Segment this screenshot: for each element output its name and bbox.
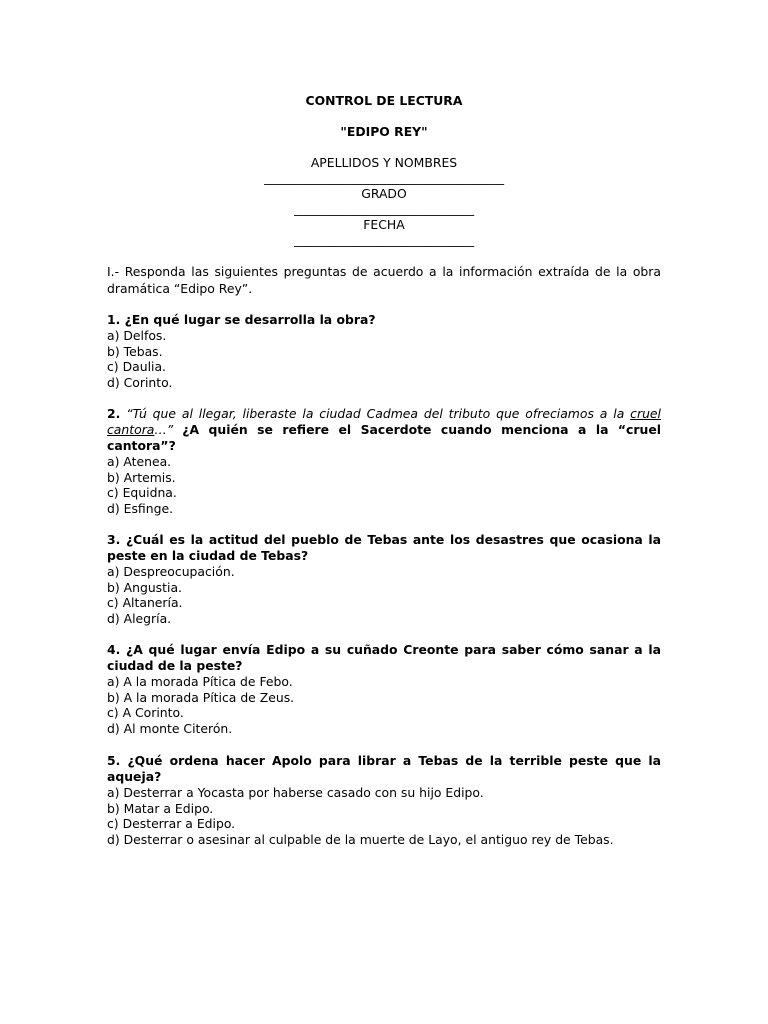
question-2-question: ¿A quién se refiere el Sacerdote cuando menciona a la “cruel cantora”?	[107, 422, 661, 453]
question-block-4	[107, 642, 661, 736]
question-5-option-a: a) Desterrar a Yocasta por haberse casado con su hijo Edipo.	[107, 785, 484, 800]
date-blank-line: ______________________________	[294, 232, 474, 247]
question-4-option-a: a) A la morada Pítica de Febo.	[107, 674, 293, 689]
question-block-3	[107, 532, 661, 626]
document-subtitle: "EDIPO REY"	[340, 124, 428, 139]
question-5-text: 5. ¿Qué ordena hacer Apolo para librar a Tebas de la terrible peste que la aqueja?	[107, 753, 661, 784]
question-3-option-d: d) Alegría.	[107, 610, 172, 626]
date-label: FECHA	[363, 217, 405, 232]
question-3-option-b: b) Angustia.	[107, 579, 182, 595]
question-3-option-a: a) Despreocupación.	[107, 564, 235, 579]
name-label: APELLIDOS Y NOMBRES	[310, 155, 458, 170]
question-1-option-d: d) Corinto.	[107, 374, 173, 390]
question-2-option-a: a) Atenea.	[107, 454, 172, 469]
question-2-quote-end: …”	[154, 422, 174, 437]
question-3-text: 3. ¿Cuál es la actitud del pueblo de Tebas ante los desastres que ocasiona la peste en la ciudad de Tebas?	[107, 532, 661, 563]
question-2-number: 2.	[107, 406, 121, 421]
question-4-text: 4. ¿A qué lugar envía Edipo a su cuñado Creonte para saber cómo sanar a la ciudad de la peste?	[107, 642, 661, 673]
question-block-2	[107, 406, 661, 516]
question-block-5	[107, 753, 661, 847]
question-1-text: 1. ¿En qué lugar se desarrolla la obra?	[107, 312, 376, 327]
question-4-option-b: b) A la morada Pítica de Zeus.	[107, 689, 295, 705]
document-title: CONTROL DE LECTURA	[305, 93, 463, 108]
question-block-1	[107, 312, 661, 390]
question-2-option-c: c) Equidna.	[107, 485, 177, 500]
question-2-quote: “Tú que al llegar, liberaste la ciudad Cadmea del tributo que ofreciamos a la	[126, 406, 631, 421]
question-4-option-c: c) A Corinto.	[107, 705, 184, 720]
question-2-quote-underlined: cruel cantora	[107, 406, 661, 437]
question-2-text	[107, 406, 661, 454]
name-blank-line: ________________________________________	[264, 170, 504, 185]
instructions-paragraph: I.- Responda las siguientes preguntas de acuerdo a la información extraída de la obra dramática “Edipo Rey”.	[107, 264, 661, 296]
question-5-option-c: c) Desterrar a Edipo.	[107, 816, 236, 831]
question-4-option-d: d) Al monte Citerón.	[107, 720, 233, 736]
grade-blank-line: ______________________________	[294, 201, 474, 216]
question-5-option-b: b) Matar a Edipo.	[107, 800, 214, 816]
question-1-option-c: c) Daulia.	[107, 359, 166, 374]
question-5-option-d: d) Desterrar o asesinar al culpable de la muerte de Layo, el antiguo rey de Tebas.	[107, 831, 614, 847]
question-3-option-c: c) Altanería.	[107, 595, 183, 610]
document-page	[107, 0, 661, 1024]
question-1-option-a: a) Delfos.	[107, 328, 167, 343]
grade-label: GRADO	[361, 186, 407, 201]
question-1-option-b: b) Tebas.	[107, 343, 163, 359]
question-2-option-d: d) Esfinge.	[107, 500, 174, 516]
question-2-option-b: b) Artemis.	[107, 469, 176, 485]
